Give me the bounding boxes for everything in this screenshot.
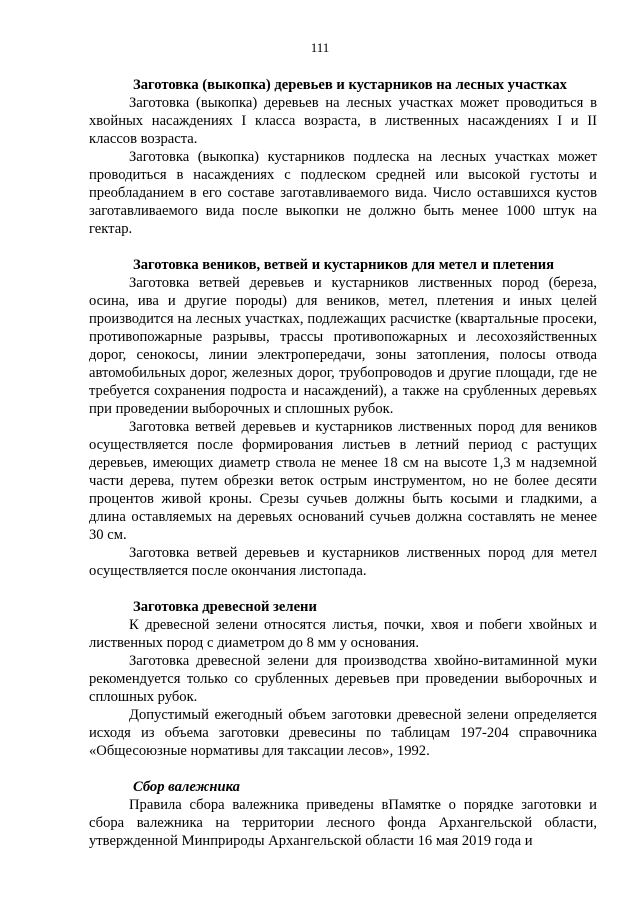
- section-tree-greenery: [89, 598, 597, 760]
- paragraph: Правила сбора валежника приведены вПамятке о порядке заготовки и сбора валежника на территории лесного фонда Архангельской области, утвержденной Минприроды Архангельской области 16 мая 2019 года и: [89, 797, 597, 849]
- section-heading: Заготовка веников, ветвей и кустарников для метел и плетения: [133, 257, 555, 273]
- paragraph: Заготовка (выкопка) кустарников подлеска на лесных участках может проводиться в насаждениях с подлеском средней или высокой густоты и преобладанием в его составе заготавливаемого вида. Число оставшихся кустов заготавливаемого вида после выкопки не должно быть менее 1000 штук на гектар.: [89, 149, 597, 237]
- section-heading: Сбор валежника: [133, 779, 240, 795]
- paragraph: Допустимый ежегодный объем заготовки древесной зелени определяется исходя из объема заготовки древесины по таблицам 197-204 справочника «Общесоюзные нормативы для таксации лесов», 1992.: [89, 707, 597, 759]
- section-heading: Заготовка древесной зелени: [133, 599, 317, 615]
- paragraph: Заготовка ветвей деревьев и кустарников лиственных пород для метел осуществляется после окончания листопада.: [89, 545, 597, 579]
- section-deadwood: [89, 778, 597, 850]
- paragraph: Заготовка (выкопка) деревьев на лесных участках может проводиться в хвойных насаждениях I класса возраста, в лиственных насаждениях I и II классов возраста.: [89, 95, 597, 147]
- paragraph: К древесной зелени относятся листья, почки, хвоя и побеги хвойных и лиственных пород с диаметром до 8 мм у основания.: [89, 617, 597, 651]
- paragraph: Заготовка ветвей деревьев и кустарников лиственных пород для веников осуществляется после формирования листьев в летний период с растущих деревьев, имеющих диаметр ствола не менее 18 см на высоте 1,3 м надземной части дерева, путем обрезки веток острым инструментом, но не более десяти процентов живой кроны. Срезы сучьев должны быть косыми и гладкими, а длина оставляемых на деревьях оснований сучьев должна составлять не менее 30 см.: [89, 419, 597, 543]
- section-tree-digging: [89, 76, 597, 238]
- section-brooms-branches: [89, 256, 597, 580]
- page-number: 111: [310, 40, 330, 55]
- document-body: [89, 76, 597, 868]
- section-heading: Заготовка (выкопка) деревьев и кустарников на лесных участках: [133, 77, 567, 93]
- paragraph: Заготовка ветвей деревьев и кустарников лиственных пород (береза, осина, ива и другие породы) для веников, метел, плетения и иных целей производится на лесных участках, подлежащих расчистке (квартальные просеки, противопожарные разрывы, трассы противопожарных и лесохозяйственных дорог, сенокосы, линии электропередачи, зоны затопления, полосы отвода автомобильных дорог, железных дорог, трубопроводов и другие площади, где не требуется сохранения подроста и насаждений), а также на срубленных деревьях при проведении выборочных и сплошных рубок.: [89, 275, 597, 417]
- paragraph: Заготовка древесной зелени для производства хвойно-витаминной муки рекомендуется только со срубленных деревьев при проведении выборочных и сплошных рубок.: [89, 653, 597, 705]
